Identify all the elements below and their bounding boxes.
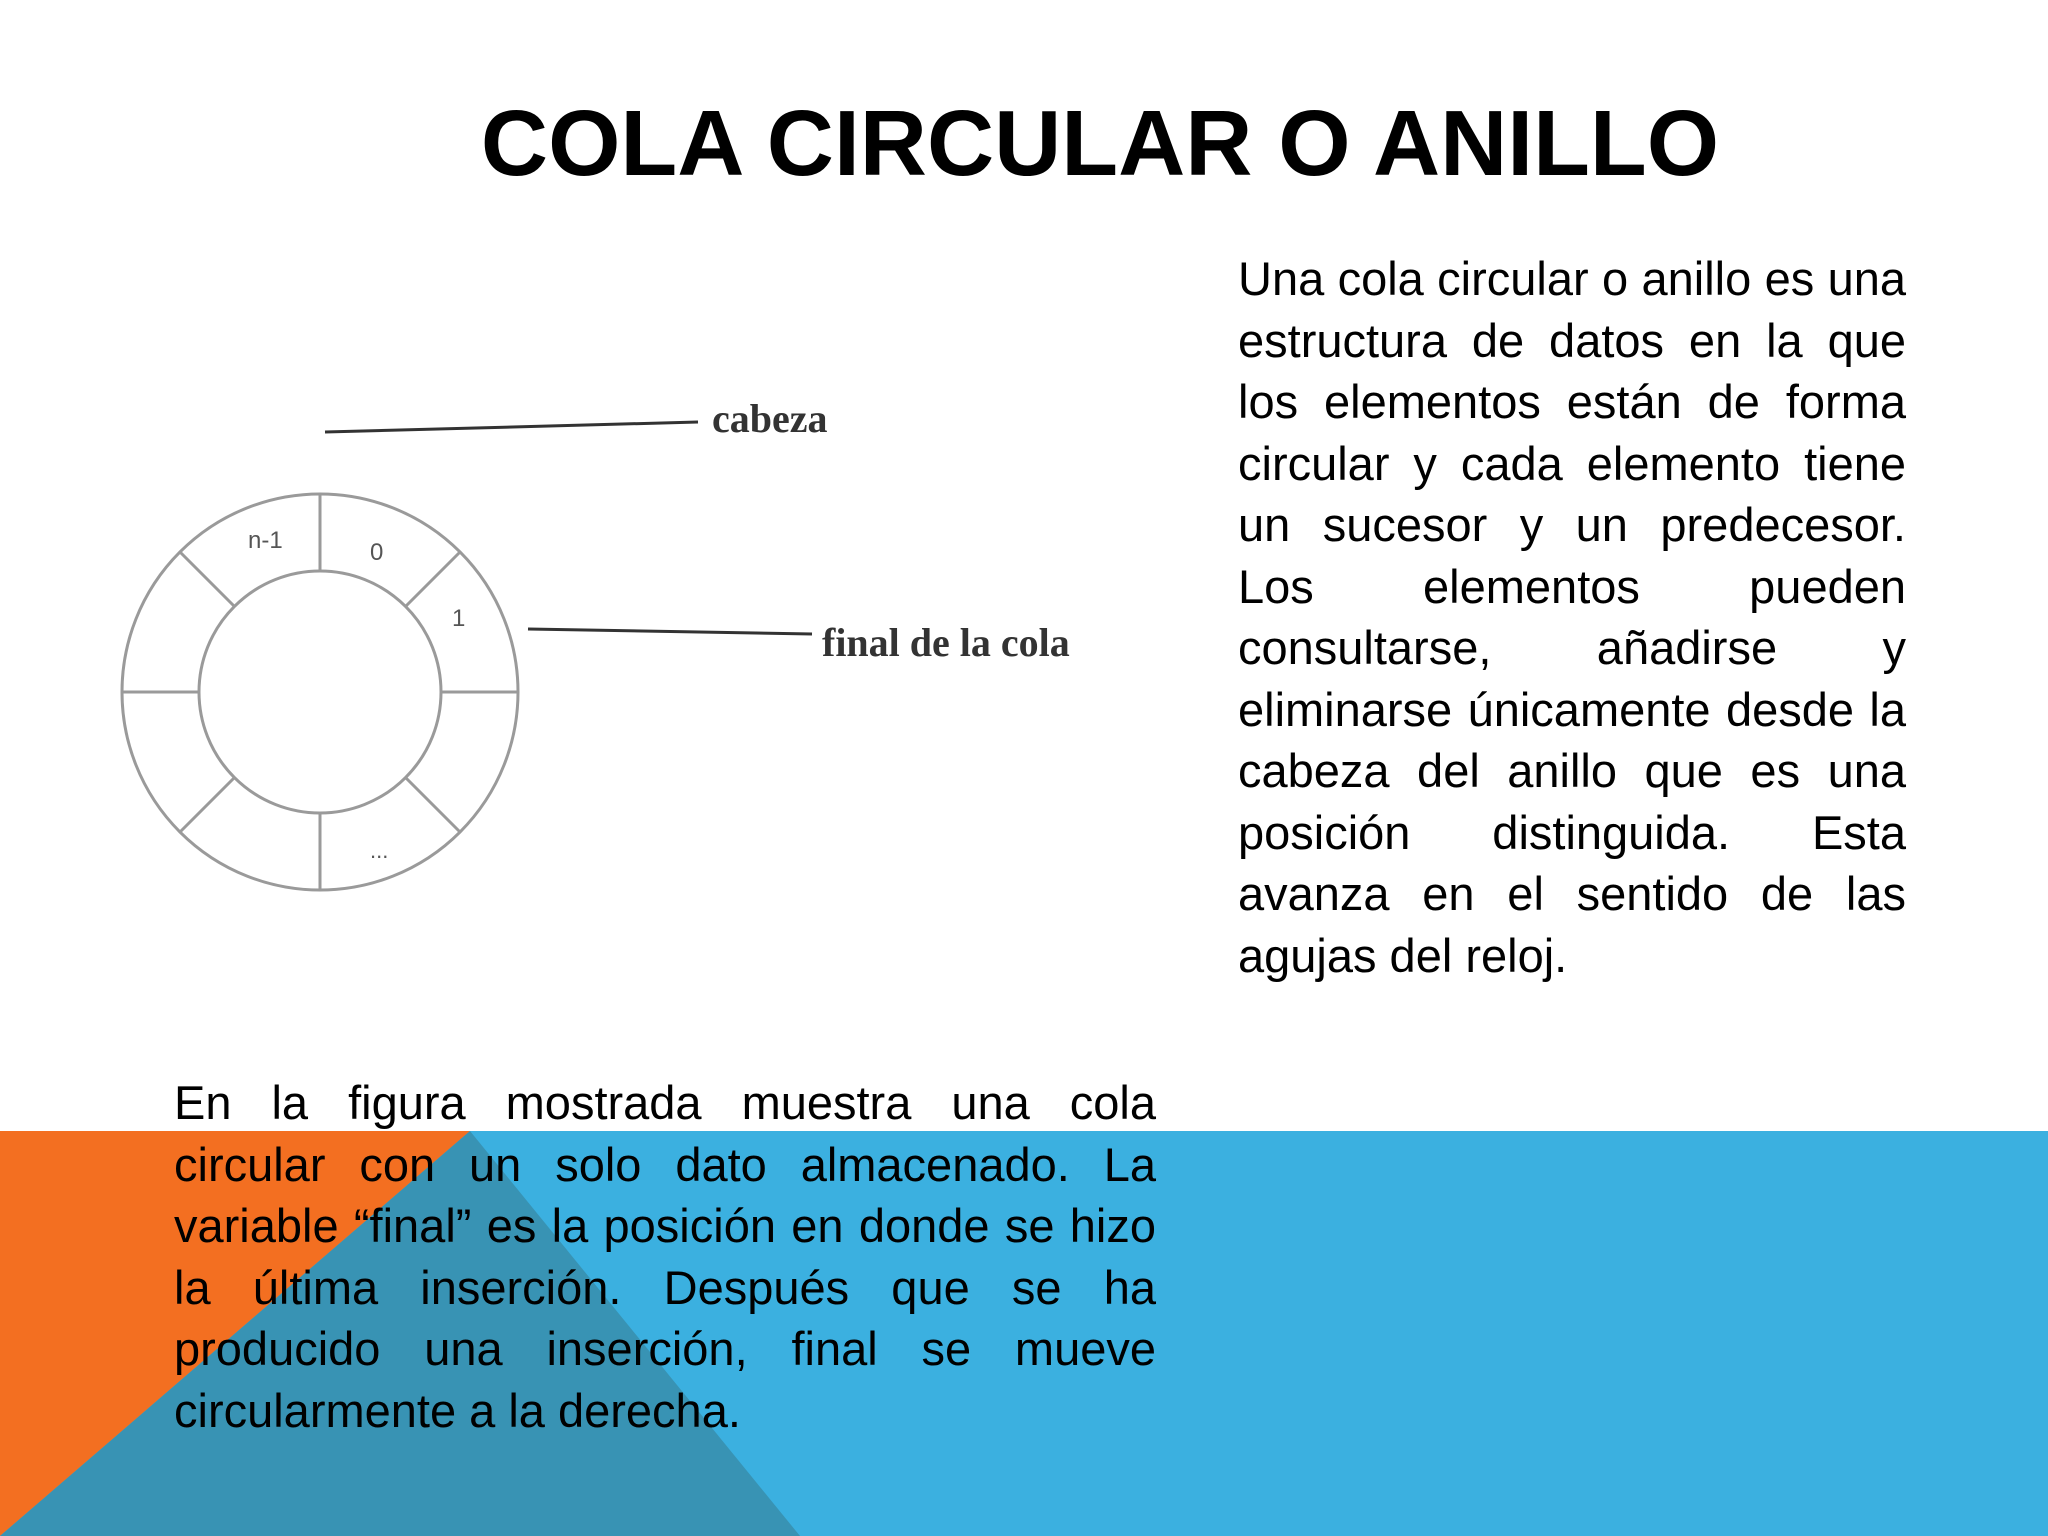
slot-label-1: 1 (452, 605, 466, 632)
circular-queue-figure (100, 380, 1120, 940)
slot-label-n-1: n-1 (248, 527, 283, 554)
head-label: cabeza (712, 396, 828, 441)
slot-label-0: 0 (370, 539, 384, 566)
head-pointer-line (325, 422, 698, 432)
figure-description-paragraph: En la figura mostrada muestra una cola circular con un solo dato almacenado. La variable “final” es la posición en donde se hizo la última inserción. Después que se ha producido una inserción, final se mueve circularmente a la derecha. (174, 1076, 1156, 1437)
tail-label: final de la cola (822, 620, 1070, 665)
slot-label-ellipsis: ... (370, 838, 389, 863)
slide-title: COLA CIRCULAR O ANILLO (480, 91, 1720, 195)
tail-pointer-line (528, 629, 812, 634)
ring-dividers (122, 494, 518, 890)
definition-paragraph: Una cola circular o anillo es una estructura de datos en la que los elementos están de forma circular y cada elemento tiene un sucesor y un predecesor. Los elementos pueden consultarse, añadirse y eliminarse únicamente desde la cabeza del anillo que es una posición distinguida. Esta avanza en el sentido de las agujas del reloj. (1238, 252, 1906, 982)
ring-inner (199, 571, 441, 813)
